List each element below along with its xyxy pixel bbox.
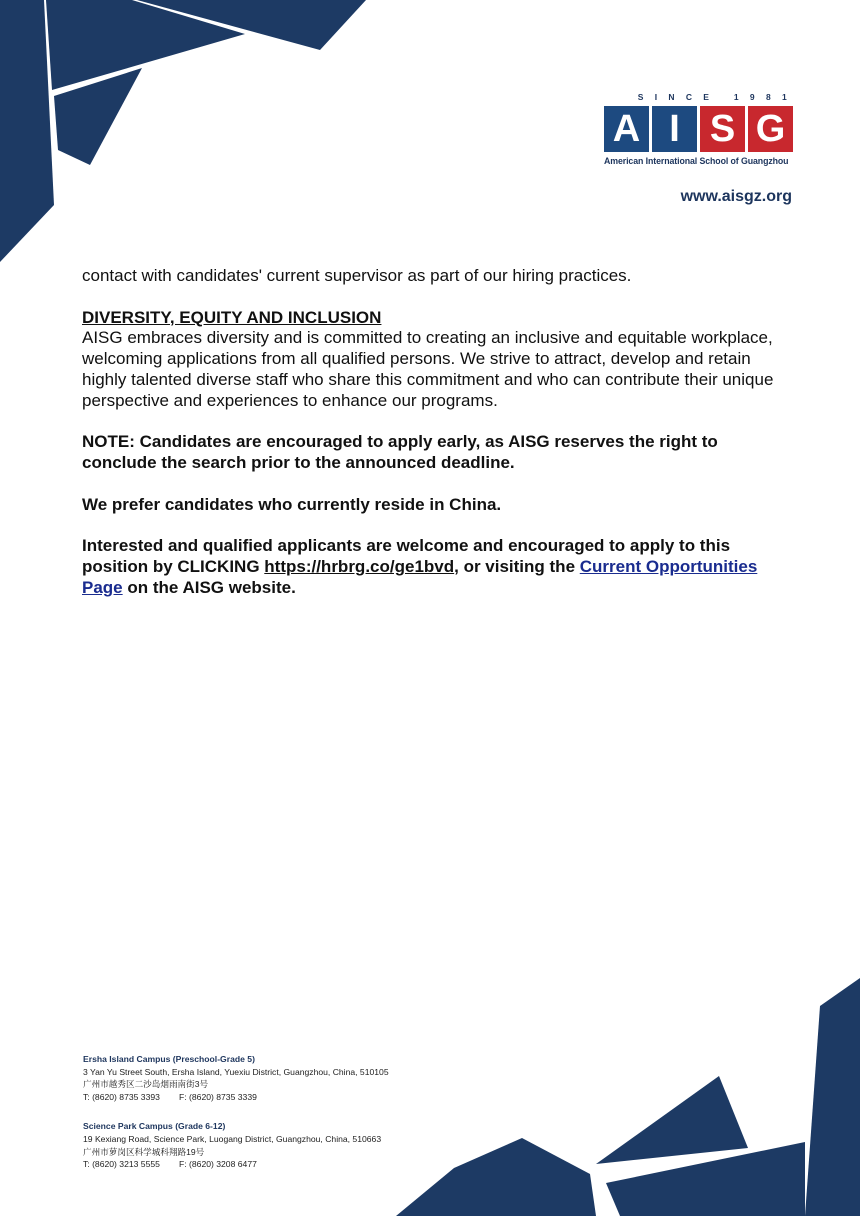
logo-letter-g: G	[748, 106, 793, 152]
apply-paragraph	[82, 536, 782, 598]
logo-letter-i: I	[652, 106, 697, 152]
dei-heading: DIVERSITY, EQUITY AND INCLUSION	[82, 307, 382, 327]
campus-fax: F: (8620) 8735 3339	[179, 1091, 257, 1102]
campus-title: Science Park Campus (Grade 6-12)	[83, 1121, 226, 1132]
top-left-shape-1	[0, 0, 54, 262]
campus-telephone: T: (8620) 3213 5555	[83, 1159, 160, 1170]
top-left-shape-3	[137, 0, 366, 50]
bottom-right-shape-3	[606, 1142, 805, 1216]
campus-address-cn: 广州市越秀区二沙岛烟雨南街3号	[83, 1079, 209, 1090]
document-body	[82, 266, 782, 599]
bottom-right-shape-2	[596, 1076, 748, 1164]
bottom-right-shape-4	[396, 1138, 596, 1216]
apply-link[interactable]: https://hrbrg.co/ge1bvd	[264, 557, 455, 577]
logo-since-text: SINCE 1981	[637, 92, 798, 102]
apply-suffix: on the AISG website.	[122, 577, 296, 597]
current-opportunities-link[interactable]: Current Opportunities Page	[82, 557, 758, 597]
campus-address-en: 3 Yan Yu Street South, Ersha Island, Yuexiu District, Guangzhou, China, 510105	[83, 1066, 389, 1077]
residence-paragraph: We prefer candidates who currently reside in China.	[82, 494, 502, 514]
bottom-right-shape-1	[805, 978, 860, 1216]
campus-title: Ersha Island Campus (Preschool-Grade 5)	[83, 1054, 255, 1064]
campus-contact	[83, 1091, 389, 1104]
campus-address-en: 19 Kexiang Road, Science Park, Luogang District, Guangzhou, China, 510663	[83, 1133, 382, 1144]
intro-line: contact with candidates' current supervisor as part of our hiring practices.	[82, 266, 632, 285]
logo-letters	[604, 106, 794, 152]
campus-ersha	[83, 1053, 389, 1103]
campus-science-park	[83, 1120, 389, 1170]
top-left-shape-4	[54, 68, 142, 165]
aisg-logo	[604, 92, 798, 166]
website-url: www.aisgz.org	[680, 188, 792, 205]
top-left-shape-2	[46, 0, 245, 90]
note-paragraph: NOTE: Candidates are encouraged to apply early, as AISG reserves the right to conclude the search prior to the announced deadline.	[82, 432, 718, 473]
campus-address-cn: 广州市萝岗区科学城科翔路19号	[83, 1146, 205, 1157]
footer-campuses	[83, 1053, 389, 1188]
dei-paragraph: AISG embraces diversity and is committed to creating an inclusive and equitable workplace, welcoming applications from all qualified persons. We strive to attract, develop and retain highly talented diverse staff who share this commitment and who can contribute their unique perspective and experiences to enhance our programs.	[82, 328, 774, 410]
apply-prefix: Interested and qualified applicants are welcome and encouraged to apply to this position by CLICKING	[82, 536, 731, 577]
campus-contact	[83, 1158, 389, 1171]
campus-fax: F: (8620) 3208 6477	[179, 1159, 257, 1170]
logo-school-name: American International School of Guangzhou	[604, 156, 789, 166]
campus-telephone: T: (8620) 8735 3393	[83, 1091, 160, 1102]
logo-letter-a: A	[604, 106, 649, 152]
apply-middle: , or visiting the	[454, 557, 580, 577]
logo-letter-s: S	[700, 106, 745, 152]
